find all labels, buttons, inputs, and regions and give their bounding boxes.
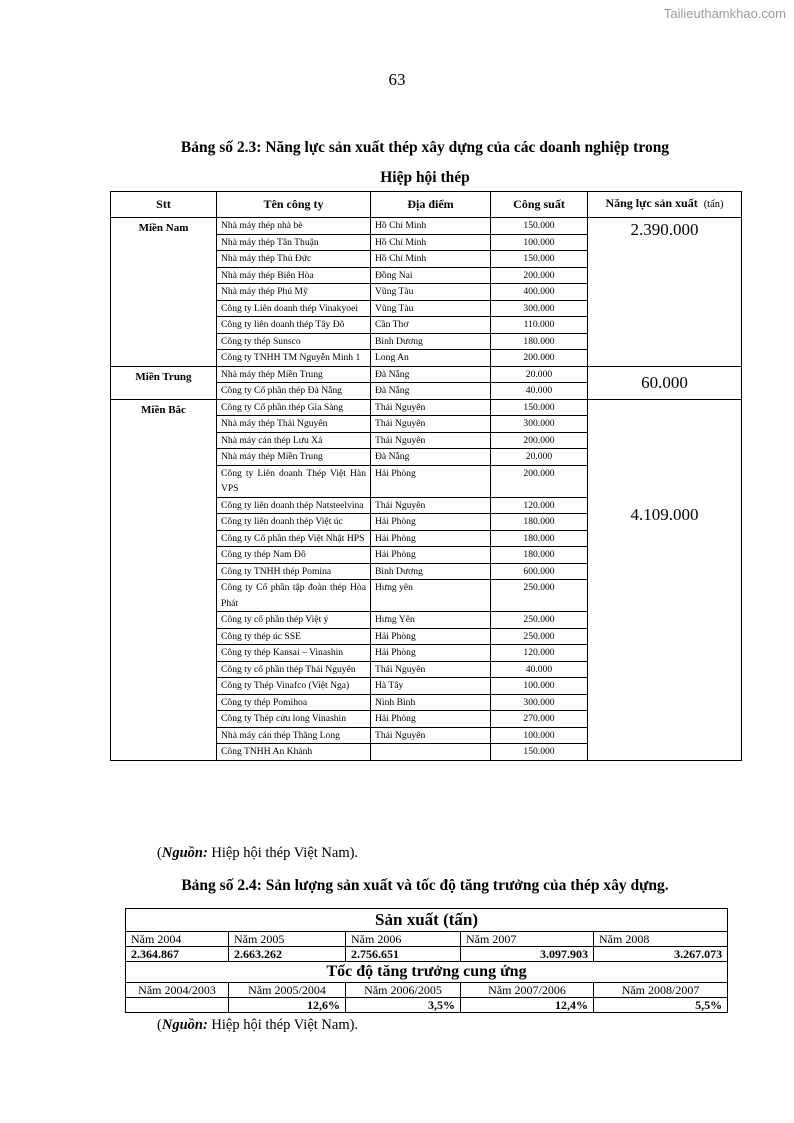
source-open: ( [157, 845, 162, 861]
company-location: Ninh Bình [371, 694, 491, 711]
company-name: Công ty liên doanh thép Tây Đô [217, 317, 371, 334]
company-name: Công ty Thép cửu long Vinashin [217, 711, 371, 728]
region-name: Miền Nam [111, 218, 217, 367]
years-row [126, 932, 728, 947]
company-capacity: 40.000 [491, 383, 588, 400]
table1-title [110, 133, 740, 193]
production-value: 2.663.262 [229, 947, 346, 962]
company-location: Thái Nguyên [371, 497, 491, 514]
company-location: Vũng Tàu [371, 284, 491, 301]
company-name: Công TNHH An Khánh [217, 744, 371, 761]
production-row [126, 947, 728, 962]
company-location: Bình Dương [371, 563, 491, 580]
company-name: Công ty Liên doanh thép Vinakyoei [217, 300, 371, 317]
company-location: Hải Phòng [371, 645, 491, 662]
company-name: Công ty thép Pomihoa [217, 694, 371, 711]
company-capacity: 150.000 [491, 251, 588, 268]
source-note-1 [157, 845, 358, 862]
company-capacity: 250.000 [491, 628, 588, 645]
company-capacity: 200.000 [491, 350, 588, 367]
year-label: Năm 2006 [346, 932, 461, 947]
company-name: Nhà máy cán thép Lưu Xá [217, 432, 371, 449]
company-capacity: 250.000 [491, 612, 588, 629]
company-location: Đà Nẵng [371, 449, 491, 466]
company-capacity: 180.000 [491, 547, 588, 564]
steel-capacity-table [110, 191, 742, 761]
table-header-row [111, 192, 742, 218]
company-capacity: 40.000 [491, 661, 588, 678]
company-capacity: 400.000 [491, 284, 588, 301]
company-name: Công ty liên doanh thép Việt úc [217, 514, 371, 531]
year-label: Năm 2007 [461, 932, 594, 947]
header-total-label: Năng lực sản xuất [605, 196, 698, 211]
company-capacity: 150.000 [491, 399, 588, 416]
growth-value: 12,6% [229, 998, 346, 1013]
company-location: Bình Dương [371, 333, 491, 350]
company-capacity: 270.000 [491, 711, 588, 728]
period-label: Năm 2005/2004 [229, 983, 346, 998]
company-capacity: 300.000 [491, 300, 588, 317]
growth-value: 5,5% [594, 998, 728, 1013]
company-name: Nhà máy thép Tân Thuận [217, 234, 371, 251]
company-location: Đà Nẵng [371, 366, 491, 383]
company-capacity: 200.000 [491, 465, 588, 497]
watermark-text: Tailieuthamkhao.com [663, 6, 786, 21]
source-open: ( [157, 1017, 162, 1033]
company-location: Thái Nguyên [371, 432, 491, 449]
periods-row [126, 983, 728, 998]
company-capacity: 150.000 [491, 744, 588, 761]
company-location: Hải Phòng [371, 628, 491, 645]
company-location: Thái Nguyên [371, 399, 491, 416]
company-name: Công ty Cổ phần thép Đà Nẵng [217, 383, 371, 400]
region-total-capacity: 60.000 [588, 366, 742, 399]
company-capacity: 100.000 [491, 678, 588, 695]
header-stt: Stt [111, 192, 217, 218]
growth-value: 12,4% [461, 998, 594, 1013]
company-name: Công ty cổ phần thép Thái Nguyên [217, 661, 371, 678]
growth-header: Tốc độ tăng trưởng cung ứng [126, 962, 728, 983]
company-capacity: 20.000 [491, 366, 588, 383]
growth-value: 3,5% [346, 998, 461, 1013]
company-capacity: 200.000 [491, 267, 588, 284]
region-total-capacity: 2.390.000 [588, 218, 742, 367]
company-capacity: 300.000 [491, 416, 588, 433]
source-text: Hiệp hội thép Việt Nam). [207, 845, 359, 861]
production-value: 2.364.867 [126, 947, 229, 962]
period-label: Năm 2008/2007 [594, 983, 728, 998]
production-growth-table [125, 908, 728, 1013]
header-capacity: Công suất [491, 192, 588, 218]
company-capacity: 20.000 [491, 449, 588, 466]
company-name: Công ty liên doanh thép Natsteelvina [217, 497, 371, 514]
source-note-2 [157, 1017, 358, 1034]
company-capacity: 300.000 [491, 694, 588, 711]
company-location: Hưng Yên [371, 612, 491, 629]
company-capacity: 120.000 [491, 497, 588, 514]
company-name: Công ty thép úc SSE [217, 628, 371, 645]
company-capacity: 120.000 [491, 645, 588, 662]
company-location: Đồng Nai [371, 267, 491, 284]
company-location: Hồ Chí Minh [371, 234, 491, 251]
page-number: 63 [388, 70, 406, 89]
company-capacity: 200.000 [491, 432, 588, 449]
company-location: Vũng Tàu [371, 300, 491, 317]
header-company: Tên công ty [217, 192, 371, 218]
company-location: Long An [371, 350, 491, 367]
company-capacity: 180.000 [491, 333, 588, 350]
region-name: Miền Trung [111, 366, 217, 399]
source-text: Hiệp hội thép Việt Nam). [207, 1017, 359, 1033]
company-name: Công ty Liên doanh Thép Việt Hàn VPS [217, 465, 371, 497]
company-name: Công ty Cổ phần thép Việt Nhật HPS [217, 530, 371, 547]
company-location: Hải Phòng [371, 465, 491, 497]
company-location: Thái Nguyên [371, 416, 491, 433]
company-capacity: 100.000 [491, 727, 588, 744]
company-location: Hà Tây [371, 678, 491, 695]
production-value: 3.097.903 [461, 947, 594, 962]
table-row [111, 399, 742, 416]
growth-row [126, 998, 728, 1013]
source-label: Nguồn: [161, 1017, 208, 1033]
company-capacity: 600.000 [491, 563, 588, 580]
company-name: Công ty Thép Vinafco (Việt Nga) [217, 678, 371, 695]
production-value: 2.756.651 [346, 947, 461, 962]
production-header: Sản xuất (tấn) [126, 909, 728, 932]
company-location: Hải Phòng [371, 530, 491, 547]
header-total-unit: (tấn) [703, 199, 724, 211]
company-capacity: 180.000 [491, 530, 588, 547]
table-body [111, 218, 742, 761]
header-location: Địa điểm [371, 192, 491, 218]
year-label: Năm 2008 [594, 932, 728, 947]
company-name: Nhà máy thép Thái Nguyên [217, 416, 371, 433]
table2-title: Bảng số 2.4: Sản lượng sản xuất và tốc độ tăng trưởng của thép xây dựng. [181, 877, 669, 894]
table1-title-line1: Bảng số 2.3: Năng lực sản xuất thép xây dựng của các doanh nghiệp trong [180, 139, 670, 156]
company-capacity: 250.000 [491, 580, 588, 612]
company-name: Công ty cổ phần thép Việt ý [217, 612, 371, 629]
company-location: Hưng yên [371, 580, 491, 612]
company-location: Đà Nẵng [371, 383, 491, 400]
company-location: Thái Nguyên [371, 727, 491, 744]
company-location: Hải Phòng [371, 547, 491, 564]
company-name: Nhà máy cán thép Thăng Long [217, 727, 371, 744]
company-name: Công ty Cổ phần tập đoàn thép Hòa Phát [217, 580, 371, 612]
company-name: Công ty thép Kansai – Vinashin [217, 645, 371, 662]
year-label: Năm 2004 [126, 932, 229, 947]
company-capacity: 150.000 [491, 218, 588, 235]
company-location: Hải Phòng [371, 711, 491, 728]
year-label: Năm 2005 [229, 932, 346, 947]
company-name: Nhà máy thép Miền Trung [217, 449, 371, 466]
region-name: Miền Bắc [111, 399, 217, 760]
company-name: Nhà máy thép Thủ Đức [217, 251, 371, 268]
company-name: Công ty TNHH TM Nguyễn Minh 1 [217, 350, 371, 367]
company-location: Thái Nguyên [371, 661, 491, 678]
source-label: Nguồn: [161, 845, 208, 861]
company-location: Hồ Chí Minh [371, 251, 491, 268]
table1-title-line2: Hiệp hội thép [380, 169, 470, 186]
region-total-capacity: 4.109.000 [588, 399, 742, 760]
production-value: 3.267.073 [594, 947, 728, 962]
company-name: Nhà máy thép Miền Trung [217, 366, 371, 383]
company-name: Công ty thép Sunsco [217, 333, 371, 350]
table-row [111, 366, 742, 383]
company-capacity: 180.000 [491, 514, 588, 531]
company-capacity: 110.000 [491, 317, 588, 334]
company-name: Nhà máy thép nhà bè [217, 218, 371, 235]
period-label: Năm 2006/2005 [346, 983, 461, 998]
company-location: Hải Phòng [371, 514, 491, 531]
company-name: Công ty TNHH thép Pomina [217, 563, 371, 580]
company-name: Nhà máy thép Biên Hòa [217, 267, 371, 284]
period-label: Năm 2007/2006 [461, 983, 594, 998]
header-total [588, 192, 742, 218]
period-label: Năm 2004/2003 [126, 983, 229, 998]
table-row [111, 218, 742, 235]
company-name: Công ty thép Nam Đô [217, 547, 371, 564]
company-capacity: 100.000 [491, 234, 588, 251]
company-name: Công ty Cổ phần thép Gia Sàng [217, 399, 371, 416]
company-location [371, 744, 491, 761]
company-name: Nhà máy thép Phú Mỹ [217, 284, 371, 301]
company-location: Cần Thơ [371, 317, 491, 334]
company-location: Hồ Chí Minh [371, 218, 491, 235]
growth-value [126, 998, 229, 1013]
